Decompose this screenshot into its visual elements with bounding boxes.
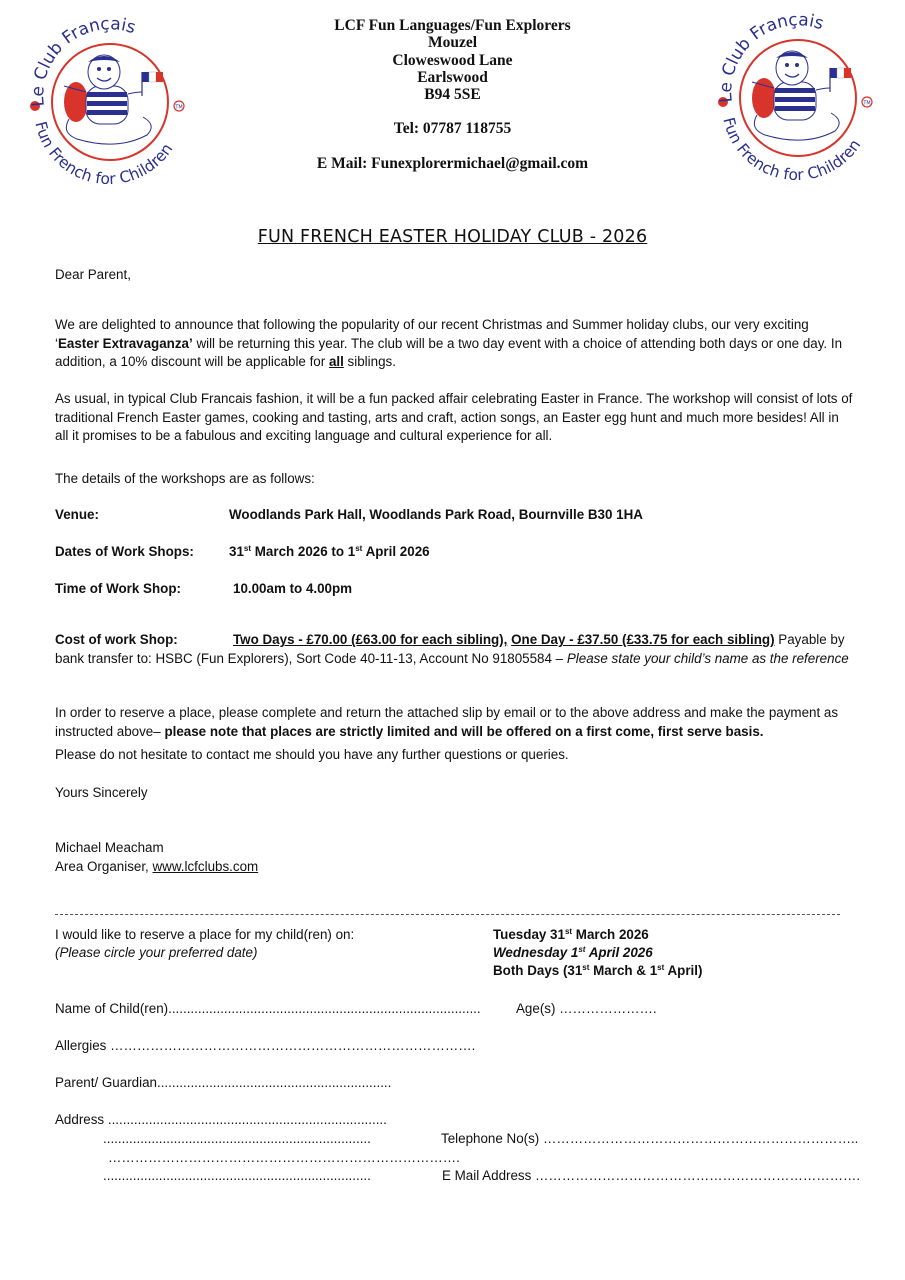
email-field[interactable]: E Mail Address ………………………………………………………………. <box>442 1168 861 1183</box>
ordinal: st <box>582 963 590 972</box>
text: We are delighted to announce that following the popularity of our recent Christmas and Summer holiday clubs, our very exciting ‘ <box>55 317 809 351</box>
ordinal: st <box>657 963 665 972</box>
text: April) <box>664 963 703 978</box>
text: Both Days (31 <box>493 963 583 978</box>
text: In order to reserve a place, please complete and return the attached slip by email or to the above address and make the payment as instructed above– <box>55 705 839 739</box>
ordinal: st <box>355 544 363 553</box>
emphasis: all <box>328 354 344 370</box>
text: 31 <box>229 544 244 559</box>
telephone: Tel: 07787 118755 <box>393 120 512 138</box>
emphasis: please note that places are strictly limited and will be offered on a first come, first serve basis. <box>164 723 764 739</box>
organisation-header <box>270 17 635 172</box>
page-title: FUN FRENCH EASTER HOLIDAY CLUB - 2026 <box>257 227 648 247</box>
details-intro: The details of the workshops are as follows: <box>55 471 315 486</box>
address-line: Mouzel <box>427 34 478 52</box>
time-value: 10.00am to 4.00pm <box>233 581 353 596</box>
telephone-field[interactable]: Telephone No(s) …………………………………………………………….. <box>441 1131 859 1146</box>
venue-label: Venue: <box>55 507 99 522</box>
logo-bottom-text: Fun French for Children <box>31 119 177 184</box>
address-line: Earlswood <box>417 68 488 86</box>
cost-paragraph <box>55 631 855 668</box>
greeting: Dear Parent, <box>55 267 131 282</box>
address-field[interactable]: Address ........................................................................... <box>55 1112 387 1127</box>
club-logo-left <box>24 14 194 184</box>
org-name: LCF Fun Languages/Fun Explorers <box>334 17 571 34</box>
option-wednesday[interactable] <box>493 945 653 960</box>
description-paragraph: As usual, in typical Club Francais fashion, it will be a fun packed affair celebrating Easter in France. The workshop will consist of lots of traditional French Easter games, cooking and tasting, arts and craft, action songs, an Easter egg hunt and much more besides! All in all it promises to be a fabulous and exciting language and cultural experience for all. <box>55 391 853 444</box>
dates-label: Dates of Work Shops: <box>55 544 194 559</box>
address-field-line-4[interactable]: ........................................................................ <box>103 1168 371 1183</box>
ages-field[interactable]: Age(s) …………………. <box>516 1001 657 1016</box>
website-link[interactable]: www.lcfclubs.com <box>152 859 259 874</box>
reservation-paragraph <box>55 704 855 741</box>
closing: Yours Sincerely <box>55 785 148 800</box>
address-line: B94 5SE <box>424 86 481 104</box>
ordinal: st <box>564 927 573 936</box>
email: E Mail: Funexplorermichael@gmail.com <box>316 154 589 172</box>
text: siblings. <box>343 354 396 370</box>
logo-top-text: Le Club Français <box>28 14 138 108</box>
trademark-mark: TM <box>175 104 183 111</box>
option-tuesday[interactable] <box>493 927 649 942</box>
address-field-line-2[interactable]: ........................................................................ <box>103 1131 371 1146</box>
emphasis: Easter Extravaganza’ <box>57 335 193 351</box>
ordinal: st <box>578 945 586 954</box>
circle-note: (Please circle your preferred date) <box>55 945 258 960</box>
contact-paragraph: Please do not hesitate to contact me should you have any further questions or queries. <box>55 747 569 762</box>
text: March 2026 to 1 <box>251 544 356 559</box>
text: April 2026 <box>585 945 653 960</box>
cost-one-day: One Day - £37.50 (£33.75 for each sibling) <box>511 632 775 648</box>
club-logo-right <box>712 10 882 180</box>
mascot-icon <box>64 55 163 144</box>
option-both-days[interactable] <box>493 963 702 978</box>
guardian-field[interactable]: Parent/ Guardian............................................................... <box>55 1075 392 1090</box>
intro-paragraph <box>55 316 855 371</box>
allergies-field[interactable]: Allergies ………………………………………………………………………. <box>55 1038 476 1053</box>
address-line: Cloweswood Lane <box>392 51 513 69</box>
cost-two-days: Two Days - £70.00 (£63.00 for each sibling), <box>233 632 508 648</box>
text: will be returning this year. The club will be a two day event with a choice of attending both days or one day. In addition, a 10% discount will be applicable for <box>55 335 843 370</box>
ordinal: st <box>243 544 252 553</box>
logo-top-text: Le Club Français <box>716 10 826 104</box>
text: Tuesday 31 <box>493 927 565 942</box>
payment-details: Payable by bank transfer to: HSBC (Fun Explorers), Sort Code 40-11-13, Account No 91805584 – <box>55 632 845 666</box>
cut-line-divider <box>55 914 840 915</box>
trademark-mark: TM <box>863 100 871 107</box>
text: March 2026 <box>572 927 649 942</box>
payment-note: Please state your child’s name as the reference <box>566 650 849 666</box>
reserve-text: I would like to reserve a place for my child(ren) on: <box>55 927 355 942</box>
text: April 2026 <box>362 544 430 559</box>
signer-name: Michael Meacham <box>55 840 164 855</box>
address-field-line-3[interactable]: ……………………………………………………………………. <box>108 1150 460 1165</box>
child-name-field[interactable]: Name of Child(ren).................................................................................... <box>55 1001 481 1016</box>
signer-role <box>55 858 258 876</box>
mascot-icon <box>752 51 851 140</box>
logo-bottom-text: Fun French for Children <box>719 115 865 180</box>
cost-label: Cost of work Shop: <box>55 632 178 648</box>
text: Wednesday 1 <box>493 945 579 960</box>
text: March & 1 <box>589 963 658 978</box>
venue-value: Woodlands Park Hall, Woodlands Park Road, Bournville B30 1HA <box>229 507 643 522</box>
dates-value <box>229 544 430 559</box>
time-label: Time of Work Shop: <box>55 581 181 596</box>
text: Area Organiser, <box>55 859 153 874</box>
